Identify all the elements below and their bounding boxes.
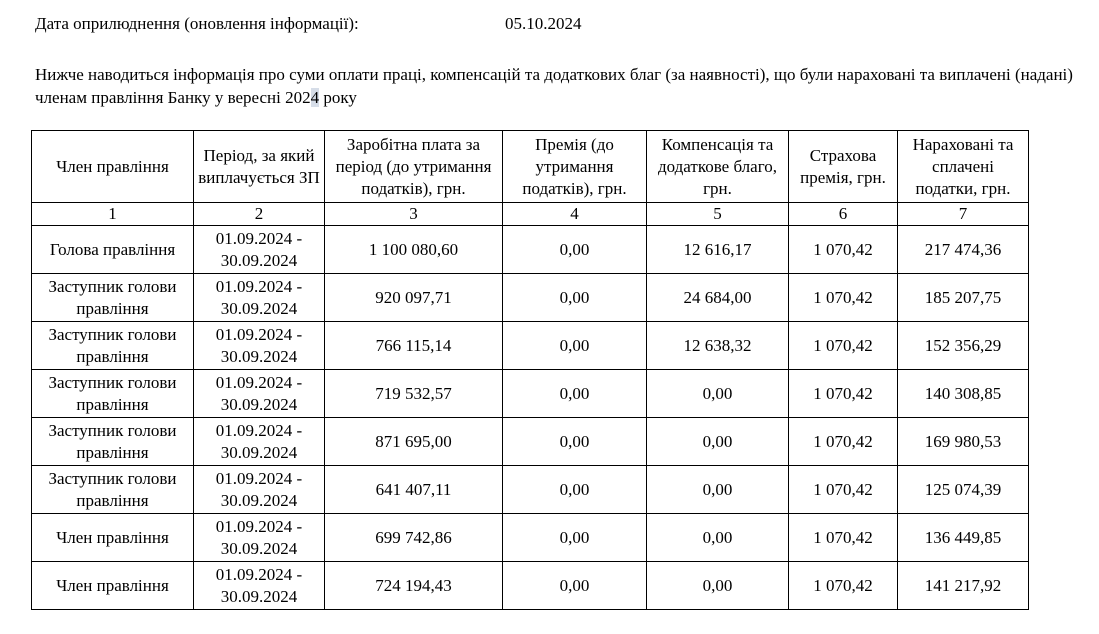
column-number: 5 [647,203,789,226]
publication-date-value: 05.10.2024 [505,14,582,33]
period-cell: 01.09.2024 - 30.09.2024 [194,322,325,370]
period-cell: 01.09.2024 - 30.09.2024 [194,514,325,562]
salary-cell: 699 742,86 [325,514,503,562]
period-cell: 01.09.2024 - 30.09.2024 [194,226,325,274]
member-role-cell: Голова правління [32,226,194,274]
table-row [32,418,1029,466]
member-role-cell: Заступник голови правління [32,322,194,370]
taxes-cell: 125 074,39 [898,466,1029,514]
salary-cell: 1 100 080,60 [325,226,503,274]
period-cell: 01.09.2024 - 30.09.2024 [194,418,325,466]
insurance-cell: 1 070,42 [789,322,898,370]
compensation-table [31,130,1029,610]
bonus-cell: 0,00 [503,274,647,322]
member-role-cell: Заступник голови правління [32,418,194,466]
taxes-cell: 136 449,85 [898,514,1029,562]
column-header: Заробітна плата за період (до утримання податків), грн. [325,131,503,203]
taxes-cell: 140 308,85 [898,370,1029,418]
table-header-row [32,131,1029,203]
period-cell: 01.09.2024 - 30.09.2024 [194,466,325,514]
insurance-cell: 1 070,42 [789,418,898,466]
table-row [32,514,1029,562]
table-row [32,466,1029,514]
column-header: Премія (до утримання податків), грн. [503,131,647,203]
column-number: 2 [194,203,325,226]
compensation-cell: 12 616,17 [647,226,789,274]
compensation-cell: 24 684,00 [647,274,789,322]
member-role-cell: Заступник голови правління [32,370,194,418]
insurance-cell: 1 070,42 [789,274,898,322]
intro-highlight: 4 [310,88,320,107]
bonus-cell: 0,00 [503,322,647,370]
column-header: Період, за який виплачується ЗП [194,131,325,203]
compensation-cell: 0,00 [647,370,789,418]
bonus-cell: 0,00 [503,418,647,466]
bonus-cell: 0,00 [503,370,647,418]
member-role-cell: Член правління [32,514,194,562]
column-number: 1 [32,203,194,226]
table-row [32,370,1029,418]
table-row [32,322,1029,370]
compensation-cell: 0,00 [647,562,789,610]
member-role-cell: Заступник голови правління [32,466,194,514]
taxes-cell: 169 980,53 [898,418,1029,466]
column-header: Член правління [32,131,194,203]
salary-cell: 920 097,71 [325,274,503,322]
table-row [32,562,1029,610]
column-header: Нараховані та сплачені податки, грн. [898,131,1029,203]
bonus-cell: 0,00 [503,514,647,562]
table-row [32,226,1029,274]
bonus-cell: 0,00 [503,562,647,610]
compensation-cell: 0,00 [647,418,789,466]
taxes-cell: 141 217,92 [898,562,1029,610]
bonus-cell: 0,00 [503,226,647,274]
column-number: 6 [789,203,898,226]
salary-cell: 766 115,14 [325,322,503,370]
compensation-cell: 0,00 [647,514,789,562]
intro-text-end: року [319,88,357,107]
period-cell: 01.09.2024 - 30.09.2024 [194,562,325,610]
compensation-cell: 12 638,32 [647,322,789,370]
insurance-cell: 1 070,42 [789,562,898,610]
period-cell: 01.09.2024 - 30.09.2024 [194,370,325,418]
column-number: 3 [325,203,503,226]
insurance-cell: 1 070,42 [789,466,898,514]
insurance-cell: 1 070,42 [789,514,898,562]
column-number-row [32,203,1029,226]
taxes-cell: 152 356,29 [898,322,1029,370]
taxes-cell: 185 207,75 [898,274,1029,322]
table-row [32,274,1029,322]
column-header: Компенсація та додаткове благо, грн. [647,131,789,203]
member-role-cell: Заступник голови правління [32,274,194,322]
column-number: 7 [898,203,1029,226]
intro-paragraph [35,63,1097,109]
intro-text: Нижче наводиться інформація про суми оплати праці, компенсацій та додаткових благ (за наявності), що були нараховані та виплачені (надані) членам правління Банку у вересні 202 [35,65,1073,107]
salary-cell: 641 407,11 [325,466,503,514]
compensation-cell: 0,00 [647,466,789,514]
column-header: Страхова премія, грн. [789,131,898,203]
insurance-cell: 1 070,42 [789,370,898,418]
salary-cell: 871 695,00 [325,418,503,466]
taxes-cell: 217 474,36 [898,226,1029,274]
publication-date-label: Дата оприлюднення (оновлення інформації): [35,14,359,33]
column-number: 4 [503,203,647,226]
salary-cell: 719 532,57 [325,370,503,418]
member-role-cell: Член правління [32,562,194,610]
salary-cell: 724 194,43 [325,562,503,610]
bonus-cell: 0,00 [503,466,647,514]
insurance-cell: 1 070,42 [789,226,898,274]
period-cell: 01.09.2024 - 30.09.2024 [194,274,325,322]
